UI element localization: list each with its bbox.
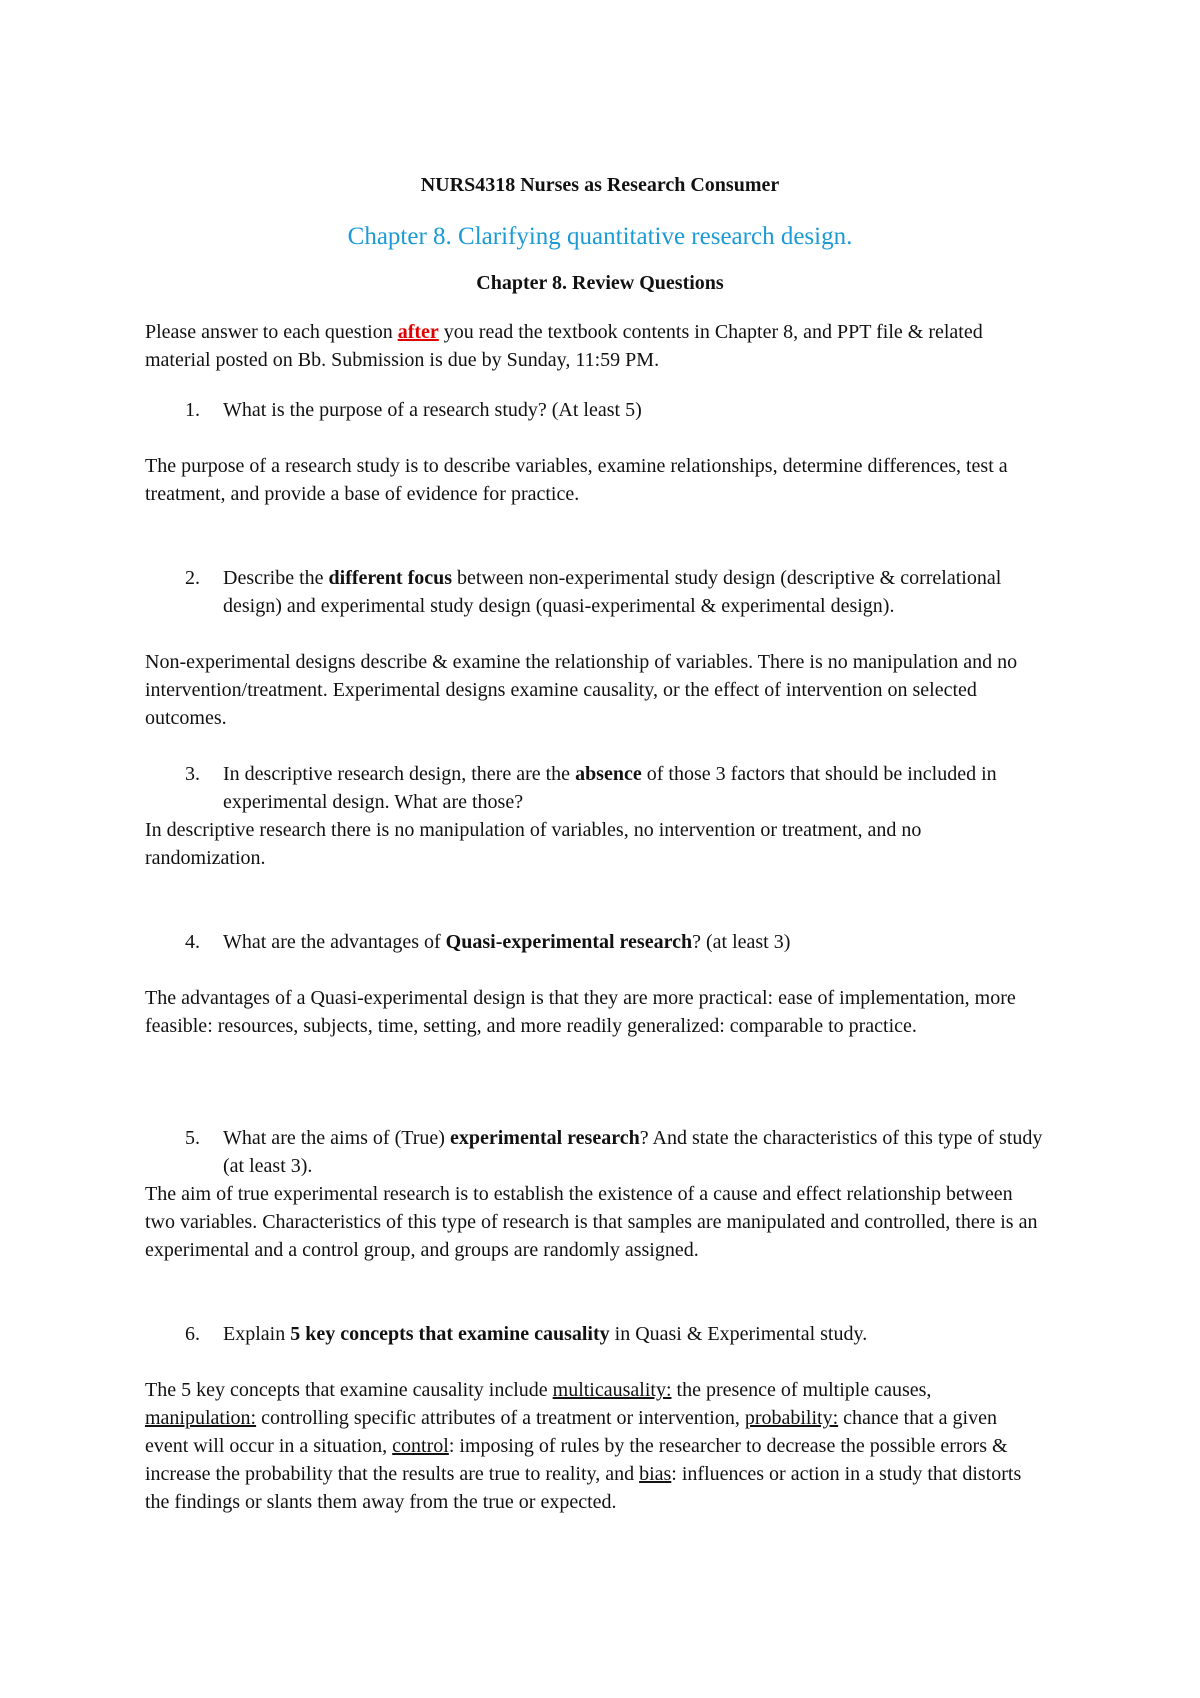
question-1 — [185, 396, 1045, 424]
term-control: control — [392, 1435, 449, 1457]
answer-3: In descriptive research there is no manipulation of variables, no intervention or treatment, and no randomization. — [145, 819, 922, 869]
question-text-pre: In descriptive research design, there are the — [223, 763, 576, 785]
answer-text: the presence of multiple causes, — [671, 1379, 932, 1401]
intro-text-2: you read the textbook contents in Chapter 8, and PPT file & related material posted on Bb. Submission is due by Sunday, 11:59 PM. — [145, 321, 983, 371]
answer-4: The advantages of a Quasi-experimental design is that they are more practical: ease of implementation, more feasible: resources, subjects, time, setting, and more readily generalized: comparable to practice. — [145, 987, 1016, 1037]
answer-text: : influences or action in a study that distorts the findings or slants them away from the true or expected. — [145, 1463, 1022, 1513]
question-text-pre: What are the advantages of — [223, 931, 446, 953]
question-text-post: ? And state the characteristics of this type of study (at least 3). — [223, 1127, 1043, 1177]
question-text-post: between non-experimental study design (descriptive & correlational design) and experimental study design (quasi-experimental & experimental design). — [223, 567, 1002, 617]
question-text — [223, 1124, 1045, 1180]
answer-text: : imposing of rules by the researcher to decrease the possible errors & increase the probability that the results are true to reality, and — [145, 1435, 1008, 1485]
question-5 — [185, 1124, 1045, 1180]
question-number: 4. — [185, 931, 200, 953]
question-text-pre: Describe the — [223, 567, 329, 589]
answer-text: controlling specific attributes of a treatment or intervention, — [256, 1407, 745, 1429]
term-probability: probability: — [744, 1407, 839, 1429]
intro-paragraph — [145, 318, 1045, 374]
question-text-post: in Quasi & Experimental study. — [609, 1323, 868, 1345]
question-4 — [185, 928, 1045, 956]
question-text-pre: Explain — [223, 1323, 291, 1345]
question-text-bold: different focus — [328, 567, 453, 589]
question-number: 1. — [185, 399, 200, 421]
question-text-post: ? (at least 3) — [692, 931, 791, 953]
answer-6 — [145, 1376, 1045, 1516]
question-text — [223, 760, 1045, 816]
term-bias: bias — [639, 1463, 672, 1485]
answer-text: chance that a given event will occur in a situation, — [145, 1407, 997, 1457]
question-text-bold: experimental research — [449, 1127, 640, 1149]
review-questions-title: Chapter 8. Review Questions — [476, 272, 724, 294]
question-text-bold: Quasi-experimental research — [445, 931, 693, 953]
question-text: What is the purpose of a research study? (At least 5) — [223, 399, 642, 421]
answer-2: Non-experimental designs describe & examine the relationship of variables. There is no manipulation and no intervention/treatment. Experimental designs examine causality, or the effect of intervention on selected outcomes. — [145, 651, 1018, 729]
question-text — [223, 564, 1045, 620]
question-text — [223, 1320, 1045, 1348]
intro-text-1: Please answer to each question — [145, 321, 398, 343]
answer-5: The aim of true experimental research is to establish the existence of a cause and effect relationship between two variables. Characteristics of this type of research is that samples are manipulated and controlled, there is an experimental and a control group, and groups are randomly assigned. — [145, 1183, 1038, 1261]
question-number: 3. — [185, 763, 200, 785]
question-text-bold: 5 key concepts that examine causality — [290, 1323, 610, 1345]
answer-1: The purpose of a research study is to describe variables, examine relationships, determine differences, test a treatment, and provide a base of evidence for practice. — [145, 455, 1008, 505]
course-title: NURS4318 Nurses as Research Consumer — [420, 174, 780, 196]
question-6 — [185, 1320, 1045, 1348]
intro-emphasis-after: after — [397, 321, 439, 343]
question-number: 2. — [185, 567, 200, 589]
answer-text: The 5 key concepts that examine causality include — [145, 1379, 553, 1401]
term-manipulation: manipulation: — [145, 1407, 257, 1429]
term-multicausality: multicausality: — [552, 1379, 672, 1401]
question-text-pre: What are the aims of (True) — [223, 1127, 450, 1149]
question-number: 6. — [185, 1323, 200, 1345]
question-number: 5. — [185, 1127, 200, 1149]
question-text-bold: absence — [575, 763, 642, 785]
question-2 — [185, 564, 1045, 620]
chapter-title: Chapter 8. Clarifying quantitative research design. — [347, 223, 853, 250]
question-3 — [185, 760, 1045, 816]
question-text — [223, 928, 1045, 956]
question-text-post: of those 3 factors that should be included in experimental design. What are those? — [223, 763, 997, 813]
